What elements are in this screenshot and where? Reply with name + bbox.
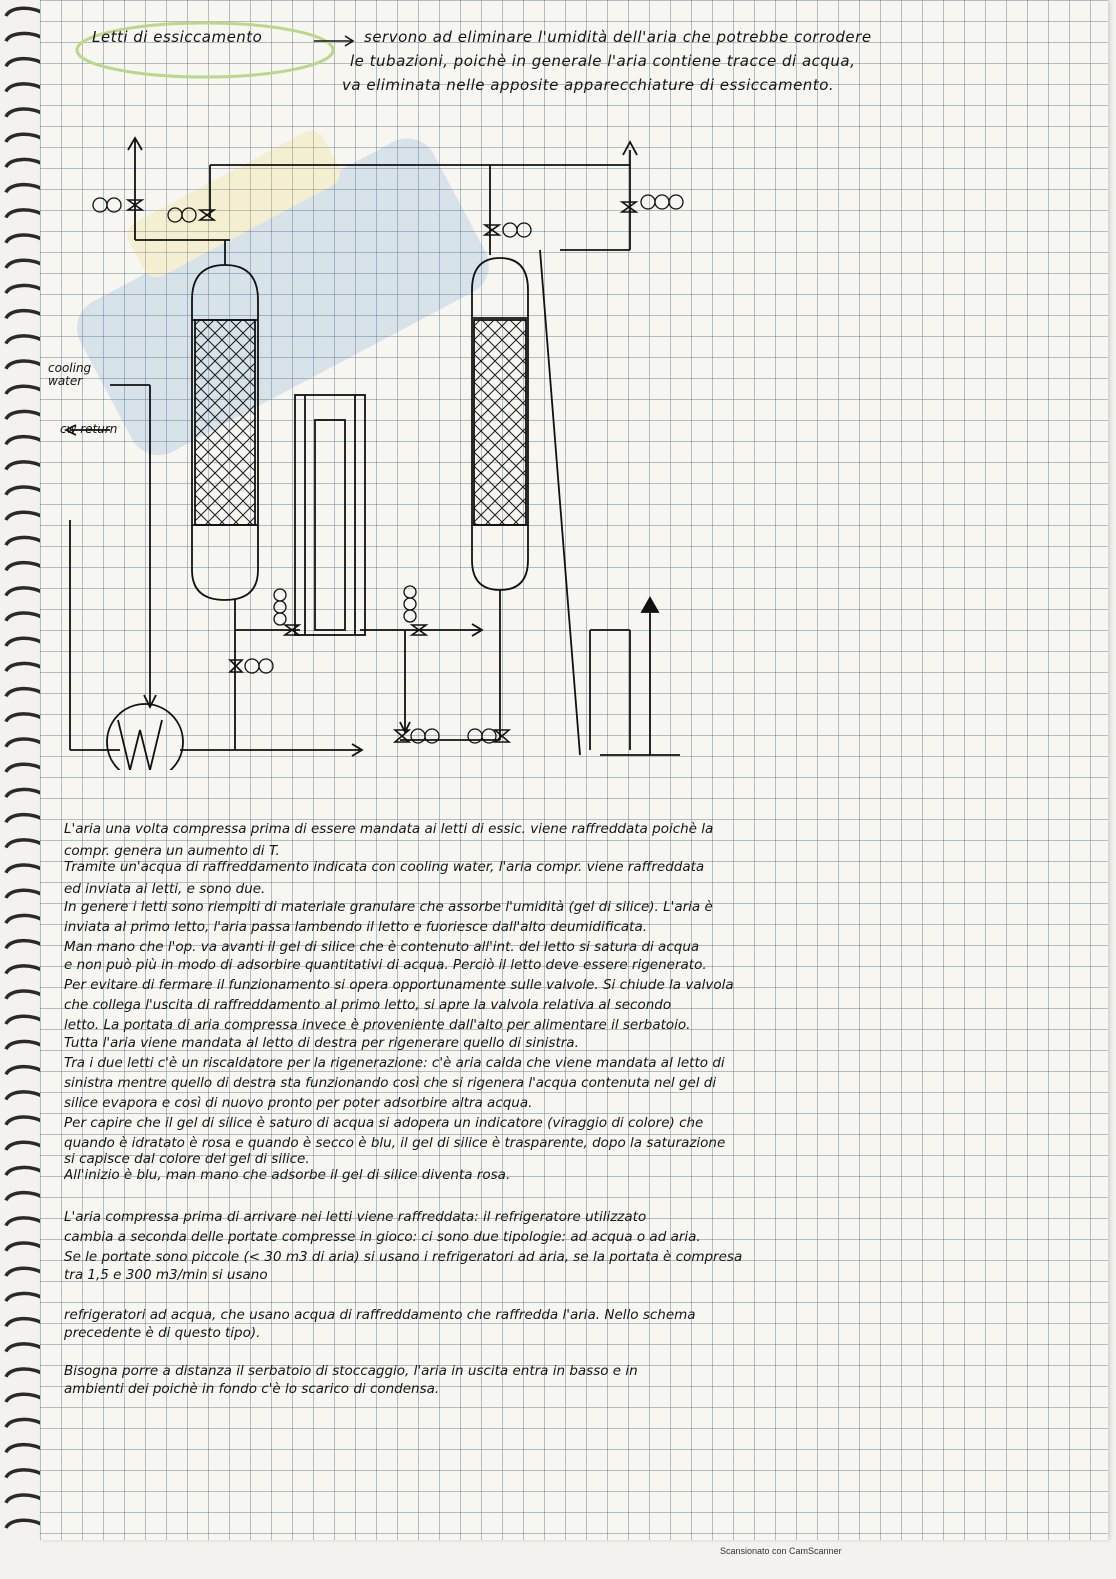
spiral-ring: [6, 1167, 44, 1175]
spiral-ring: [6, 437, 44, 445]
spiral-ring: [6, 84, 44, 92]
spiral-ring: [6, 865, 44, 873]
spiral-ring: [6, 487, 44, 495]
notes-line: compr. genera un aumento di T.: [64, 843, 280, 859]
notes-line: refrigeratori ad acqua, che usano acqua di raffreddamento che raffredda l'aria. Nello schema: [64, 1307, 696, 1323]
notes-line: Tutta l'aria viene mandata al letto di destra per rigenerare quello di sinistra.: [64, 1035, 579, 1051]
scanner-footer: Scansionato con CamScanner: [720, 1546, 842, 1556]
spiral-ring: [6, 1520, 44, 1528]
spiral-ring: [6, 1243, 44, 1251]
spiral-ring: [6, 1369, 44, 1377]
spiral-ring: [6, 890, 44, 898]
spiral-ring: [6, 386, 44, 394]
spiral-ring: [6, 1067, 44, 1075]
spiral-ring: [6, 739, 44, 747]
spiral-ring: [6, 638, 44, 646]
spiral-ring: [6, 1293, 44, 1301]
notes-line: In genere i letti sono riempiti di materiale granulare che assorbe l'umidità (gel di silice). L'aria è: [64, 899, 713, 915]
spiral-ring: [6, 185, 44, 193]
spiral-ring: [6, 210, 44, 218]
notes-line: Per capire che il gel di silice è saturo di acqua si adopera un indicatore (viraggio di colore) che: [64, 1115, 704, 1131]
spiral-ring: [6, 915, 44, 923]
spiral-ring: [6, 588, 44, 596]
spiral-ring: [6, 361, 44, 369]
spiral-ring: [6, 109, 44, 117]
spiral-ring: [6, 1394, 44, 1402]
spiral-ring: [6, 134, 44, 142]
notes-line: inviata al primo letto, l'aria passa lambendo il letto e fuoriesce dall'alto deumidificata.: [64, 919, 648, 935]
spiral-ring: [6, 840, 44, 848]
spiral-ring: [6, 689, 44, 697]
notes-line: precedente è di questo tipo).: [64, 1325, 261, 1341]
spiral-ring: [6, 1142, 44, 1150]
notes-line: si capisce dal colore del gel di silice.: [64, 1151, 310, 1167]
notes-line: letto. La portata di aria compressa invece è proveniente dall'alto per alimentare il serbatoio.: [64, 1017, 691, 1033]
spiral-ring: [6, 714, 44, 722]
spiral-ring: [6, 991, 44, 999]
notes-line: ambienti dei poichè in fondo c'è lo scarico di condensa.: [64, 1381, 440, 1397]
spiral-ring: [6, 1470, 44, 1478]
spiral-ring: [6, 59, 44, 67]
notes-line: silice evapora e così di nuovo pronto per poter adsorbire altra acqua.: [64, 1095, 533, 1111]
spiral-ring: [6, 1419, 44, 1427]
spiral-ring: [6, 159, 44, 167]
spiral-ring: [6, 764, 44, 772]
spiral-ring: [6, 1092, 44, 1100]
spiral-ring: [6, 941, 44, 949]
spiral-ring: [6, 1218, 44, 1226]
spiral-ring: [6, 235, 44, 243]
title: Letti di essiccamento: [92, 28, 263, 46]
spiral-ring: [6, 613, 44, 621]
notes-line: quando è idratato è rosa e quando è secco è blu, il gel di silice è trasparente, dopo la saturazione: [64, 1135, 726, 1151]
spiral-ring: [6, 311, 44, 319]
notes-line: Se le portate sono piccole (< 30 m3 di aria) si usano i refrigeratori ad aria, se la portata è compresa: [64, 1249, 743, 1265]
spiral-ring: [6, 1016, 44, 1024]
notes-line: sinistra mentre quello di destra sta funzionando così che si rigenera l'acqua contenuta nel gel di: [64, 1075, 717, 1091]
notes-line: Man mano che l'op. va avanti il gel di silice che è contenuto all'int. del letto si satura di acqua: [64, 939, 700, 955]
arrow-icon: [312, 33, 358, 49]
intro-line: servono ad eliminare l'umidità dell'aria che potrebbe corrodere: [364, 28, 872, 46]
notes-line: L'aria una volta compressa prima di essere mandata ai letti di essic. viene raffreddata poichè la: [64, 821, 714, 837]
spiral-ring: [6, 1319, 44, 1327]
spiral-ring: [6, 537, 44, 545]
spiral-ring: [6, 1117, 44, 1125]
intro-line: le tubazioni, poichè in generale l'aria contiene tracce di acqua,: [350, 52, 856, 70]
spiral-ring: [6, 1041, 44, 1049]
spiral-ring: [6, 1193, 44, 1201]
spiral-ring: [6, 1268, 44, 1276]
notes-line: Tra i due letti c'è un riscaldatore per la rigenerazione: c'è aria calda che viene mandata al letto di: [64, 1055, 725, 1071]
cooling-water-label: cooling water: [48, 361, 92, 388]
spiral-ring: [6, 336, 44, 344]
notes-line: tra 1,5 e 300 m3/min si usano: [64, 1267, 268, 1283]
spiral-ring: [6, 512, 44, 520]
notes-line: All'inizio è blu, man mano che adsorbe il gel di silice diventa rosa.: [64, 1167, 511, 1183]
notes-line: Per evitare di fermare il funzionamento si opera opportunamente sulle valvole. Si chiude la valvola: [64, 977, 734, 993]
intro-line: va eliminata nelle apposite apparecchiature di essiccamento.: [342, 76, 835, 94]
spiral-ring: [6, 663, 44, 671]
notes-line: cambia a seconda delle portate compresse in gioco: ci sono due tipologie: ad acqua o ad aria.: [64, 1229, 701, 1245]
spiral-ring: [6, 8, 44, 16]
spiral-ring: [6, 966, 44, 974]
spiral-ring: [6, 1344, 44, 1352]
spiral-ring: [6, 285, 44, 293]
notes-line: che collega l'uscita di raffreddamento al primo letto, si apre la valvola relativa al secondo: [64, 997, 672, 1013]
spiral-ring: [6, 789, 44, 797]
spiral-ring: [6, 33, 44, 41]
notes-line: ed inviata ai letti, e sono due.: [64, 881, 266, 897]
spiral-ring: [6, 1495, 44, 1503]
drying-beds-diagram: [40, 130, 760, 770]
spiral-ring: [6, 260, 44, 268]
cw-return-label: cw return: [60, 422, 118, 436]
spiral-ring: [6, 1445, 44, 1453]
spiral-ring: [6, 563, 44, 571]
notes-line: Tramite un'acqua di raffreddamento indicata con cooling water, l'aria compr. viene raffreddata: [64, 859, 705, 875]
notes-line: Bisogna porre a distanza il serbatoio di stoccaggio, l'aria in uscita entra in basso e in: [64, 1363, 638, 1379]
notes-line: L'aria compressa prima di arrivare nei letti viene raffreddata: il refrigeratore utilizzato: [64, 1209, 647, 1225]
spiral-ring: [6, 462, 44, 470]
spiral-ring: [6, 815, 44, 823]
notes-line: e non può più in modo di adsorbire quantitativi di acqua. Perciò il letto deve essere rigenerato.: [64, 957, 707, 973]
spiral-ring: [6, 411, 44, 419]
